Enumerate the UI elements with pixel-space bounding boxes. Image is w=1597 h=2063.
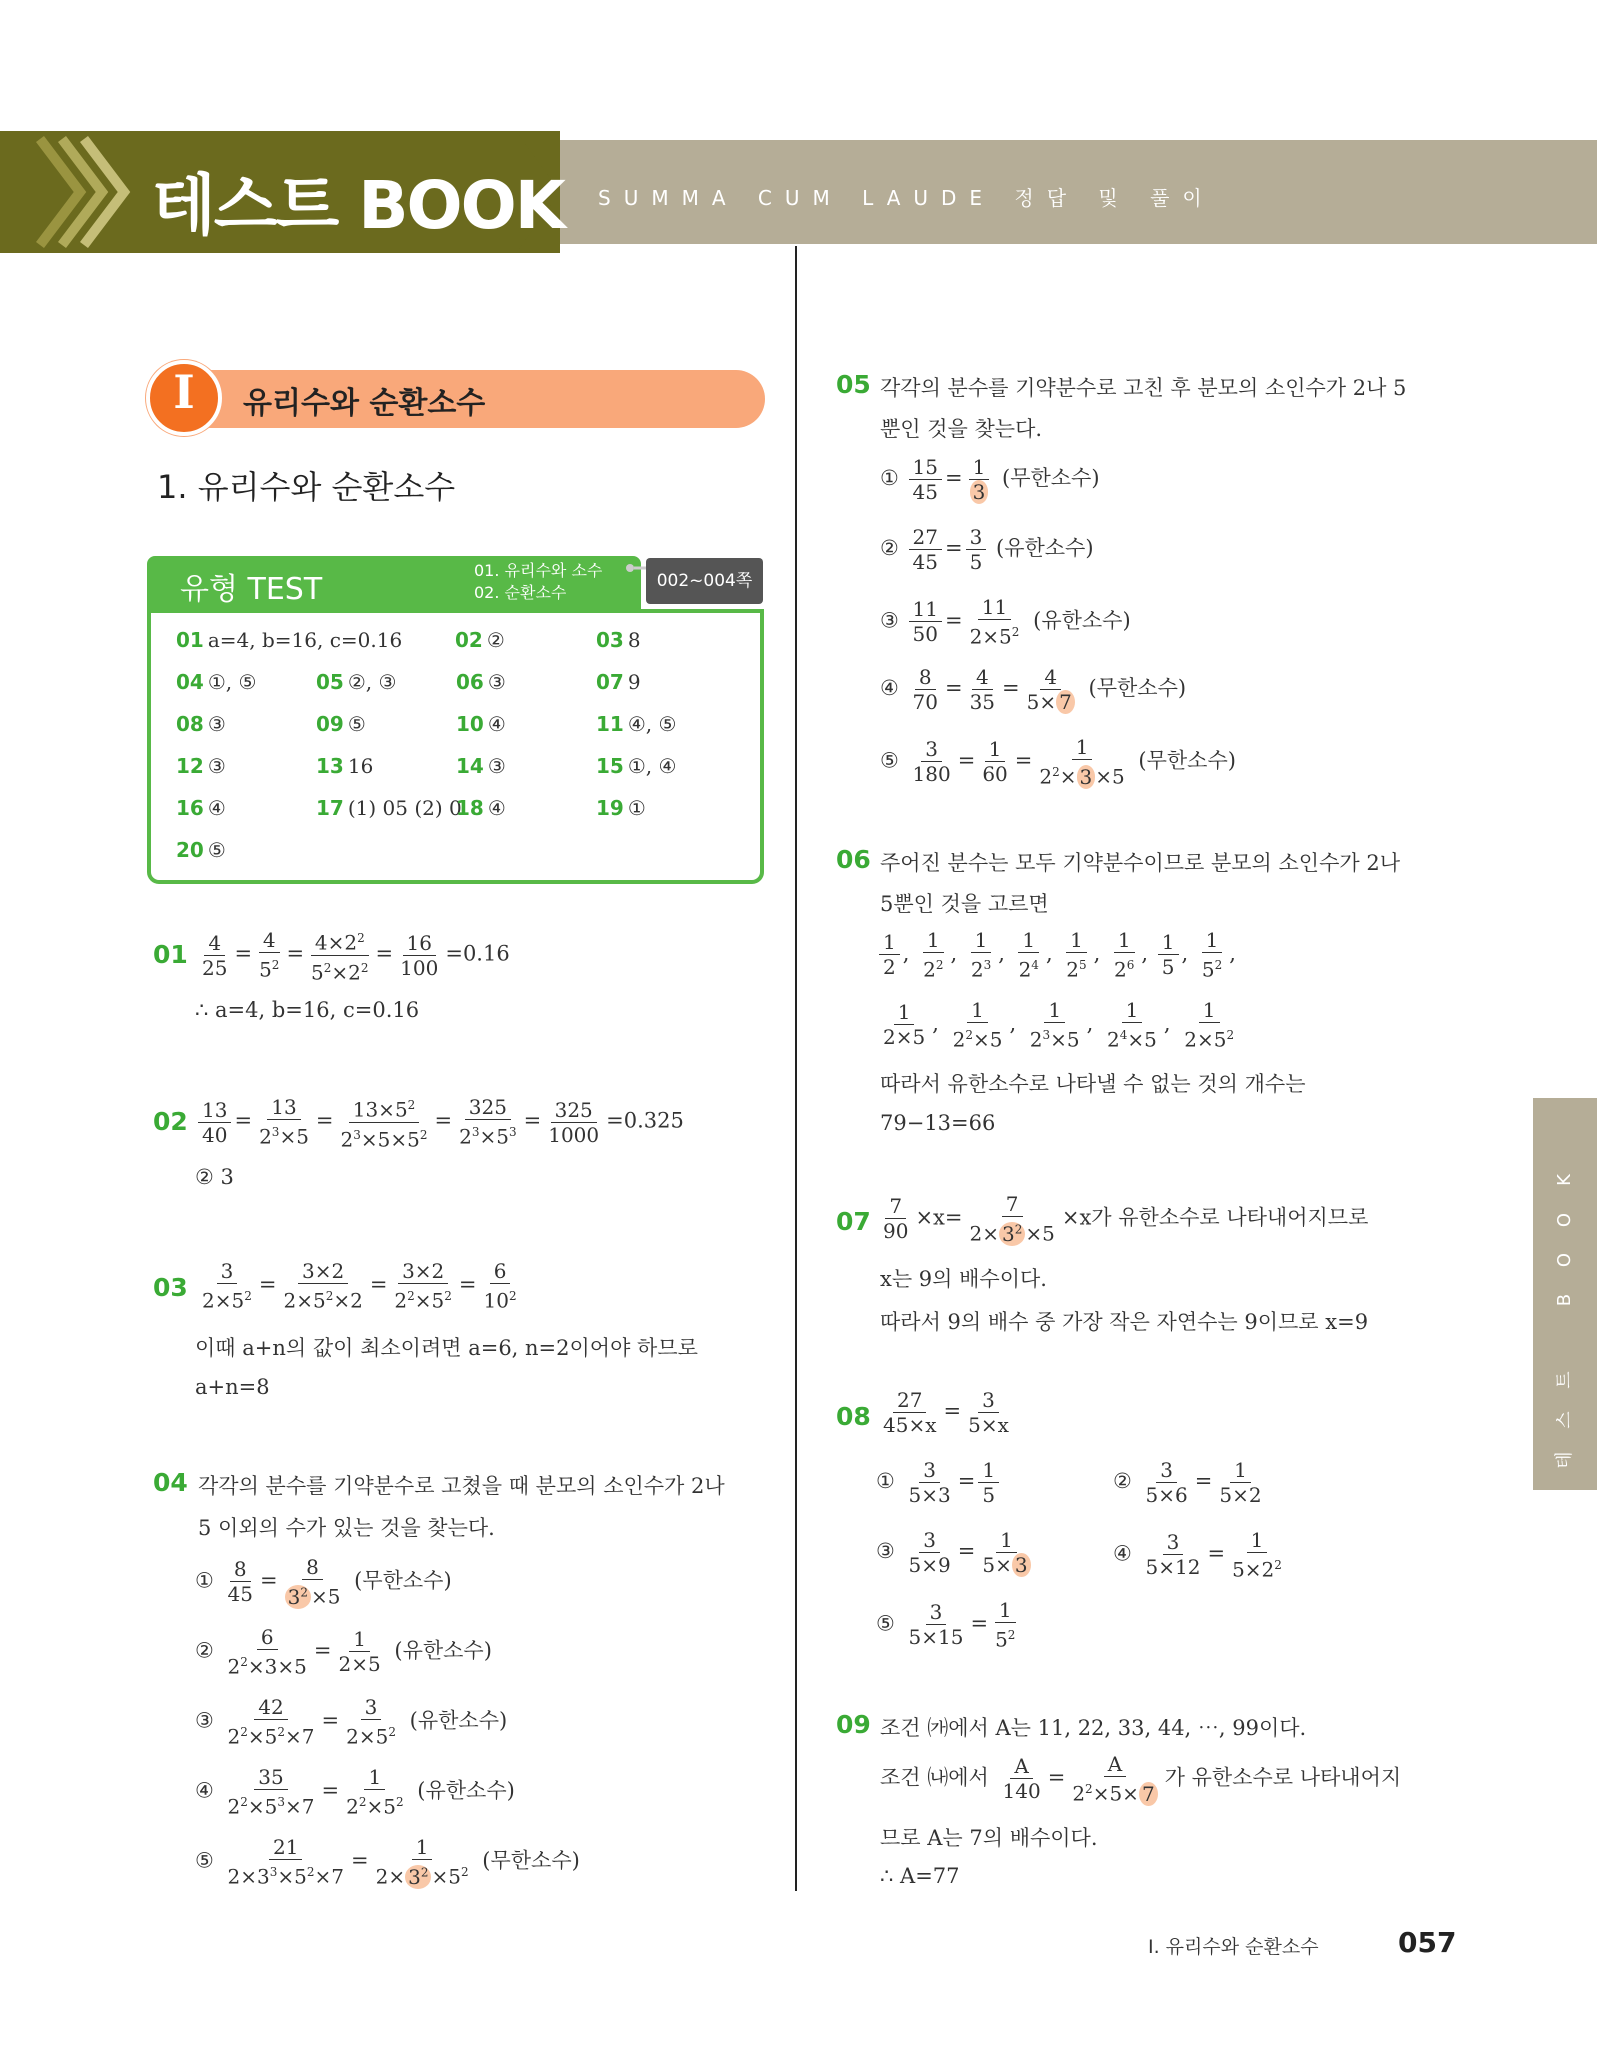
answer-number: 09 bbox=[316, 712, 344, 736]
footer-label: Ⅰ. 유리수와 순환소수 bbox=[1148, 1936, 1319, 1958]
question-number: 06 bbox=[836, 845, 871, 874]
column-divider bbox=[795, 246, 797, 1891]
answer-number: 13 bbox=[316, 754, 344, 778]
answer-item bbox=[316, 670, 396, 694]
option-label: (무한소수) bbox=[1088, 676, 1187, 700]
answer-number: 18 bbox=[456, 796, 484, 820]
fraction-list: $\frac{1}{2\times 5}$ , $\frac{1}{2^2\times 5}$ , $\frac{1}{2^3\times 5}$ , $\frac{1}{2^4\times 5}$ , $\frac{1}{2\times 5^2}$ bbox=[883, 998, 1235, 1052]
test-box-tags bbox=[474, 560, 602, 604]
option-1: ① $\frac{8}{45}$ = $\frac{8}{3^2 \times 5}$ (무한소수) bbox=[195, 1555, 452, 1609]
option-2: ② $\frac{6}{2^2\times 3\times 5}$ = $\frac{1}{2\times 5}$ (유한소수) bbox=[195, 1625, 492, 1679]
answer-item bbox=[176, 670, 256, 694]
answer-number: 02 bbox=[455, 628, 483, 652]
answer-number: 05 bbox=[316, 670, 344, 694]
solution-text: 가 유한소수로 나타내어지 bbox=[1164, 1765, 1402, 1790]
answer-item bbox=[596, 796, 646, 820]
answer-value: ④ bbox=[487, 796, 506, 820]
solution-text: 5뿐인 것을 고르면 bbox=[880, 892, 1049, 916]
question-number: 05 bbox=[836, 370, 871, 399]
solution-text: x는 9의 배수이다. bbox=[880, 1267, 1047, 1291]
solution-answer: ② 3 bbox=[195, 1165, 234, 1189]
question-number: 07 bbox=[836, 1207, 871, 1236]
answer-number: 08 bbox=[176, 712, 204, 736]
solution-text: 주어진 분수는 모두 기약분수이므로 분모의 소인수가 2나 bbox=[880, 851, 1400, 875]
answer-value: ③ bbox=[487, 754, 506, 778]
side-tab-label: K O O B 트 스 테 bbox=[1554, 1174, 1575, 1469]
solution-text: 따라서 유한소수로 나타낼 수 없는 것의 개수는 bbox=[880, 1072, 1306, 1096]
option-1: ① $\frac{3}{5\times 3}$ = $\frac{1}{5}$ bbox=[876, 1458, 1002, 1507]
option-label: (무한소수) bbox=[1138, 748, 1236, 773]
solution-text: 각각의 분수를 기약분수로 고쳤을 때 분모의 소인수가 2나 bbox=[198, 1474, 725, 1498]
solution-text: 각각의 분수를 기약분수로 고친 후 분모의 소인수가 2나 5 bbox=[880, 376, 1407, 400]
solution-text: 뿐인 것을 찾는다. bbox=[880, 417, 1043, 441]
question-number: 03 bbox=[153, 1273, 188, 1302]
answer-item bbox=[456, 670, 506, 694]
option-4: ④ $\frac{35}{2^2\times 5^3\times 7}$ = $\frac{1}{2^2\times 5^2}$ (유한소수) bbox=[195, 1765, 515, 1819]
answer-value: (1) 05 (2) 0 bbox=[347, 796, 462, 820]
solution-result: ∴ a=4, b=16, c=0.16 bbox=[195, 998, 420, 1022]
test-box-title: 유형 TEST bbox=[180, 572, 323, 607]
solution-text: ×x가 유한소수로 나타내어지므로 bbox=[1061, 1205, 1369, 1230]
question-number: 08 bbox=[836, 1402, 871, 1431]
question-number: 01 bbox=[153, 940, 188, 969]
page-number: 057 bbox=[1398, 1926, 1457, 1959]
answer-number: 16 bbox=[176, 796, 204, 820]
option-2: ② $\frac{27}{45}$ = $\frac{3}{5}$ (유한소수) bbox=[880, 525, 1094, 574]
option-label: (무한소수) bbox=[354, 1568, 452, 1593]
test-box-pages: 002~004쪽 bbox=[646, 558, 763, 604]
answer-item bbox=[176, 796, 226, 820]
answer-number: 06 bbox=[456, 670, 484, 694]
answer-value: ④ bbox=[487, 712, 506, 736]
answer-value: ⑤ bbox=[347, 712, 366, 736]
option-4: ④ $\frac{8}{70}$ = $\frac{4}{35}$ = $\frac{4}{5\times 7}$ (무한소수) bbox=[880, 665, 1187, 714]
answer-number: 04 bbox=[176, 670, 204, 694]
option-3: ③ $\frac{11}{50}$ = $\frac{11}{2\times 5^2}$ (유한소수) bbox=[880, 595, 1131, 649]
section-title: 유리수와 순환소수 bbox=[243, 386, 486, 421]
option-5: ⑤ $\frac{3}{5\times 15}$ = $\frac{1}{5^2}$ bbox=[876, 1598, 1016, 1652]
answer-item bbox=[596, 670, 641, 694]
solution-text: 조건 ㈏에서 bbox=[880, 1765, 989, 1790]
option-5: ⑤ $\frac{3}{180}$ = $\frac{1}{60}$ = $\frac{1}{2^2\times 3 \times 5}$ (무한소수) bbox=[880, 735, 1236, 789]
header-title: 테스트 BOOK bbox=[152, 167, 564, 244]
solution-math: $\frac{7}{90}$ ×x= $\frac{7}{2\times 3^2 \times 5}$ ×x가 유한소수로 나타내어지므로 bbox=[883, 1192, 1369, 1246]
subsection-title: 1. 유리수와 순환소수 bbox=[157, 468, 456, 506]
answer-item bbox=[176, 838, 226, 862]
question-number: 02 bbox=[153, 1107, 188, 1136]
answer-value: ①, ④ bbox=[627, 754, 677, 778]
answer-item bbox=[596, 628, 641, 652]
answer-value: ⑤ bbox=[207, 838, 226, 862]
solution-text: 5 이외의 수가 있는 것을 찾는다. bbox=[198, 1516, 495, 1540]
solution-text: 므로 A는 7의 배수이다. bbox=[880, 1826, 1098, 1850]
answer-number: 14 bbox=[456, 754, 484, 778]
answer-item bbox=[456, 796, 506, 820]
answer-item bbox=[176, 754, 226, 778]
answer-number: 19 bbox=[596, 796, 624, 820]
question-number: 04 bbox=[153, 1468, 188, 1497]
answer-value: ②, ③ bbox=[347, 670, 397, 694]
answer-value: ①, ⑤ bbox=[207, 670, 257, 694]
answer-number: 10 bbox=[456, 712, 484, 736]
test-box-tag: 01. 유리수와 소수 bbox=[474, 561, 603, 580]
answer-value: a=4, b=16, c=0.16 bbox=[207, 628, 403, 652]
solution-math: 조건 ㈏에서 $\frac{A}{140}$ = $\frac{A}{2^2\times 5\times 7}$ 가 유한소수로 나타내어지 bbox=[880, 1752, 1402, 1806]
solution-result: 79−13=66 bbox=[880, 1111, 996, 1135]
option-label: (무한소수) bbox=[482, 1848, 580, 1873]
solution-text: 따라서 9의 배수 중 가장 작은 자연수는 9이므로 x=9 bbox=[880, 1310, 1369, 1334]
answer-number: 11 bbox=[596, 712, 624, 736]
answer-item bbox=[596, 712, 676, 736]
test-box-tag: 02. 순환소수 bbox=[474, 583, 567, 602]
fraction-list: $\frac{1}{2}$ , $\frac{1}{2^2}$ , $\frac{1}{2^3}$ , $\frac{1}{2^4}$ , $\frac{1}{2^5}$ , $\frac{1}{2^6}$ , $\frac{1}{5}$ , $\frac{1}{5^2}$ , bbox=[876, 928, 1236, 982]
answer-value: 9 bbox=[627, 670, 641, 694]
answer-item bbox=[176, 628, 402, 652]
option-label: (유한소수) bbox=[394, 1638, 492, 1663]
answer-value: ③ bbox=[207, 712, 226, 736]
answer-value: ③ bbox=[207, 754, 226, 778]
answer-number: 03 bbox=[596, 628, 624, 652]
answer-number: 07 bbox=[596, 670, 624, 694]
answer-number: 15 bbox=[596, 754, 624, 778]
answer-value: 8 bbox=[627, 628, 641, 652]
question-number: 09 bbox=[836, 1710, 871, 1739]
answer-value: ② bbox=[486, 628, 505, 652]
solution-math: $\frac{3}{2\times 5^2}$ = $\frac{3\times 2}{2\times 5^2\times 2}$ = $\frac{3\times 2}{2^2\times 5^2}$ = $\frac{6}{10^2}$ bbox=[202, 1259, 517, 1313]
answer-value: 16 bbox=[347, 754, 374, 778]
solution-text: 조건 ㈎에서 A는 11, 22, 33, 44, ⋯, 99이다. bbox=[880, 1716, 1307, 1740]
option-2: ② $\frac{3}{5\times 6}$ = $\frac{1}{5\times 2}$ bbox=[1113, 1458, 1262, 1507]
solution-math: $\frac{13}{40}$ = $\frac{13}{2^3\times 5}$ = $\frac{13\times 5^2}{2^3\times 5\times 5^2}$ = $\frac{325}{2^3\times 5^3}$ = $\frac{325}{1000}$ =0.325 bbox=[195, 1093, 684, 1151]
answer-number: 01 bbox=[176, 628, 204, 652]
option-1: ① $\frac{15}{45}$ = $\frac{1}{3}$ (무한소수) bbox=[880, 455, 1100, 504]
answer-item bbox=[316, 712, 366, 736]
option-3: ③ $\frac{42}{2^2\times 5^2\times 7}$ = $\frac{3}{2\times 5^2}$ (유한소수) bbox=[195, 1695, 508, 1749]
answer-number: 12 bbox=[176, 754, 204, 778]
option-label: (유한소수) bbox=[409, 1708, 508, 1733]
option-5: ⑤ $\frac{21}{2\times 3^3\times 5^2\times 7}$ = $\frac{1}{2\times 3^2 \times 5^2}$ (무한소수) bbox=[195, 1835, 580, 1889]
solution-text: 이때 a+n의 값이 최소이려면 a=6, n=2이어야 하므로 bbox=[195, 1336, 698, 1360]
answer-item bbox=[316, 796, 462, 820]
answer-item bbox=[456, 712, 506, 736]
answer-value: ③ bbox=[487, 670, 506, 694]
option-3: ③ $\frac{3}{5\times 9}$ = $\frac{1}{5\times 3}$ bbox=[876, 1528, 1038, 1577]
solution-math: $\frac{4}{25}$ = $\frac{4}{5^2}$ = $\frac{4\times 2^2}{5^2\times 2^2}$ = $\frac{16}{100}$ =0.16 bbox=[195, 926, 510, 984]
solution-result: a+n=8 bbox=[195, 1375, 270, 1399]
answer-number: 17 bbox=[316, 796, 344, 820]
option-label: (유한소수) bbox=[417, 1778, 515, 1803]
solution-result: ∴ A=77 bbox=[880, 1864, 960, 1888]
option-4: ④ $\frac{3}{5\times 12}$ = $\frac{1}{5\times 2^2}$ bbox=[1113, 1528, 1282, 1582]
answer-item bbox=[316, 754, 373, 778]
answer-item bbox=[596, 754, 676, 778]
option-label: (유한소수) bbox=[1033, 608, 1131, 633]
answer-item bbox=[176, 712, 226, 736]
answer-value: ① bbox=[627, 796, 646, 820]
header-subtitle: SUMMA CUM LAUDE 정답 및 풀이 bbox=[598, 186, 1215, 210]
answer-item bbox=[456, 754, 506, 778]
option-label: (유한소수) bbox=[996, 536, 1094, 560]
answer-item bbox=[455, 628, 505, 652]
answer-number: 20 bbox=[176, 838, 204, 862]
answer-value: ④ bbox=[207, 796, 226, 820]
solution-math: $\frac{27}{45\times x}$ = $\frac{3}{5\times x}$ bbox=[883, 1388, 1009, 1437]
option-label: (무한소수) bbox=[1002, 466, 1100, 490]
answer-value: ④, ⑤ bbox=[627, 712, 677, 736]
section-number: I bbox=[173, 365, 195, 419]
